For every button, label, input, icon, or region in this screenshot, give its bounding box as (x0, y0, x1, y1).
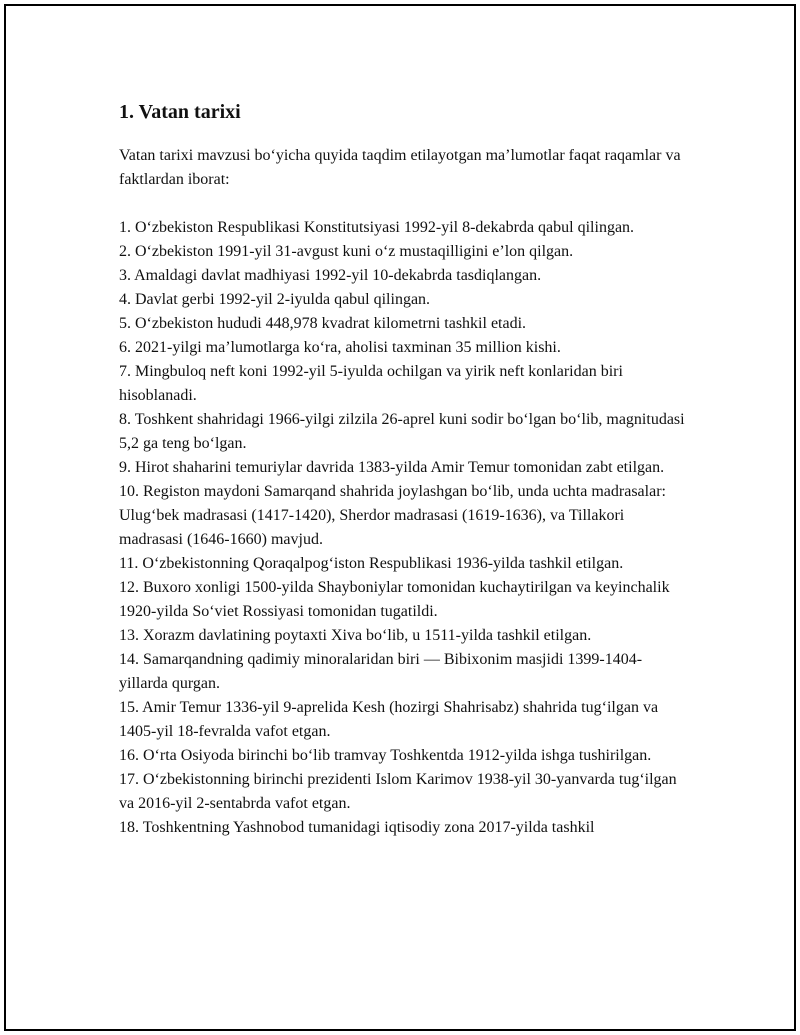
document-content (119, 98, 689, 840)
list-item: 12. Buxoro xonligi 1500-yilda Shayboniylar tomonidan kuchaytirilgan va keyinchalik 1920-yilda So‘viet Rossiyasi tomonidan tugatildi. (119, 579, 670, 620)
list-item: 14. Samarqandning qadimiy minoralaridan biri — Bibixonim masjidi 1399-1404-yillarda qurgan. (119, 651, 643, 692)
document-heading: 1. Vatan tarixi (119, 101, 241, 123)
list-item: 1. O‘zbekiston Respublikasi Konstitutsiyasi 1992-yil 8-dekabrda qabul qilingan. (119, 219, 635, 236)
intro-paragraph: Vatan tarixi mavzusi bo‘yicha quyida taqdim etilayotgan ma’lumotlar faqat raqamlar va faktlardan iborat: (119, 147, 681, 188)
list-item: 8. Toshkent shahridagi 1966-yilgi zilzila 26-aprel kuni sodir bo‘lgan bo‘lib, magnitudasi 5,2 ga teng bo‘lgan. (119, 411, 685, 452)
list-item: 5. O‘zbekiston hududi 448,978 kvadrat kilometrni tashkil etadi. (119, 315, 527, 332)
list-item: 2. O‘zbekiston 1991-yil 31-avgust kuni o‘z mustaqilligini e’lon qilgan. (119, 243, 574, 260)
list-item: 4. Davlat gerbi 1992-yil 2-iyulda qabul qilingan. (119, 291, 431, 308)
list-item: 6. 2021-yilgi ma’lumotlarga ko‘ra, aholisi taxminan 35 million kishi. (119, 339, 561, 356)
list-item: 9. Hirot shaharini temuriylar davrida 1383-yilda Amir Temur tomonidan zabt etilgan. (119, 459, 665, 476)
list-item: 11. O‘zbekistonning Qoraqalpog‘iston Respublikasi 1936-yilda tashkil etilgan. (119, 555, 624, 572)
list-item: 13. Xorazm davlatining poytaxti Xiva bo‘lib, u 1511-yilda tashkil etilgan. (119, 627, 592, 644)
list-item: 7. Mingbuloq neft koni 1992-yil 5-iyulda ochilgan va yirik neft konlaridan biri hisoblanadi. (119, 363, 623, 404)
facts-list (119, 216, 689, 840)
page-frame (4, 4, 796, 1031)
list-item: 18. Toshkentning Yashnobod tumanidagi iqtisodiy zona 2017-yilda tashkil (119, 819, 595, 836)
list-item: 3. Amaldagi davlat madhiyasi 1992-yil 10-dekabrda tasdiqlangan. (119, 267, 542, 284)
list-item: 15. Amir Temur 1336-yil 9-aprelida Kesh (hozirgi Shahrisabz) shahrida tug‘ilgan va 1405-yil 18-fevralda vafot etgan. (119, 699, 659, 740)
list-item: 16. O‘rta Osiyoda birinchi bo‘lib tramvay Toshkentda 1912-yilda ishga tushirilgan. (119, 747, 652, 764)
list-item: 10. Registon maydoni Samarqand shahrida joylashgan bo‘lib, unda uchta madrasalar: Ulug‘bek madrasasi (1417-1420), Sherdor madrasasi (1619-1636), va Tillakori madrasasi (1646-1660) mavjud. (119, 483, 666, 548)
list-item: 17. O‘zbekistonning birinchi prezidenti Islom Karimov 1938-yil 30-yanvarda tug‘ilgan va 2016-yil 2-sentabrda vafot etgan. (119, 771, 677, 812)
